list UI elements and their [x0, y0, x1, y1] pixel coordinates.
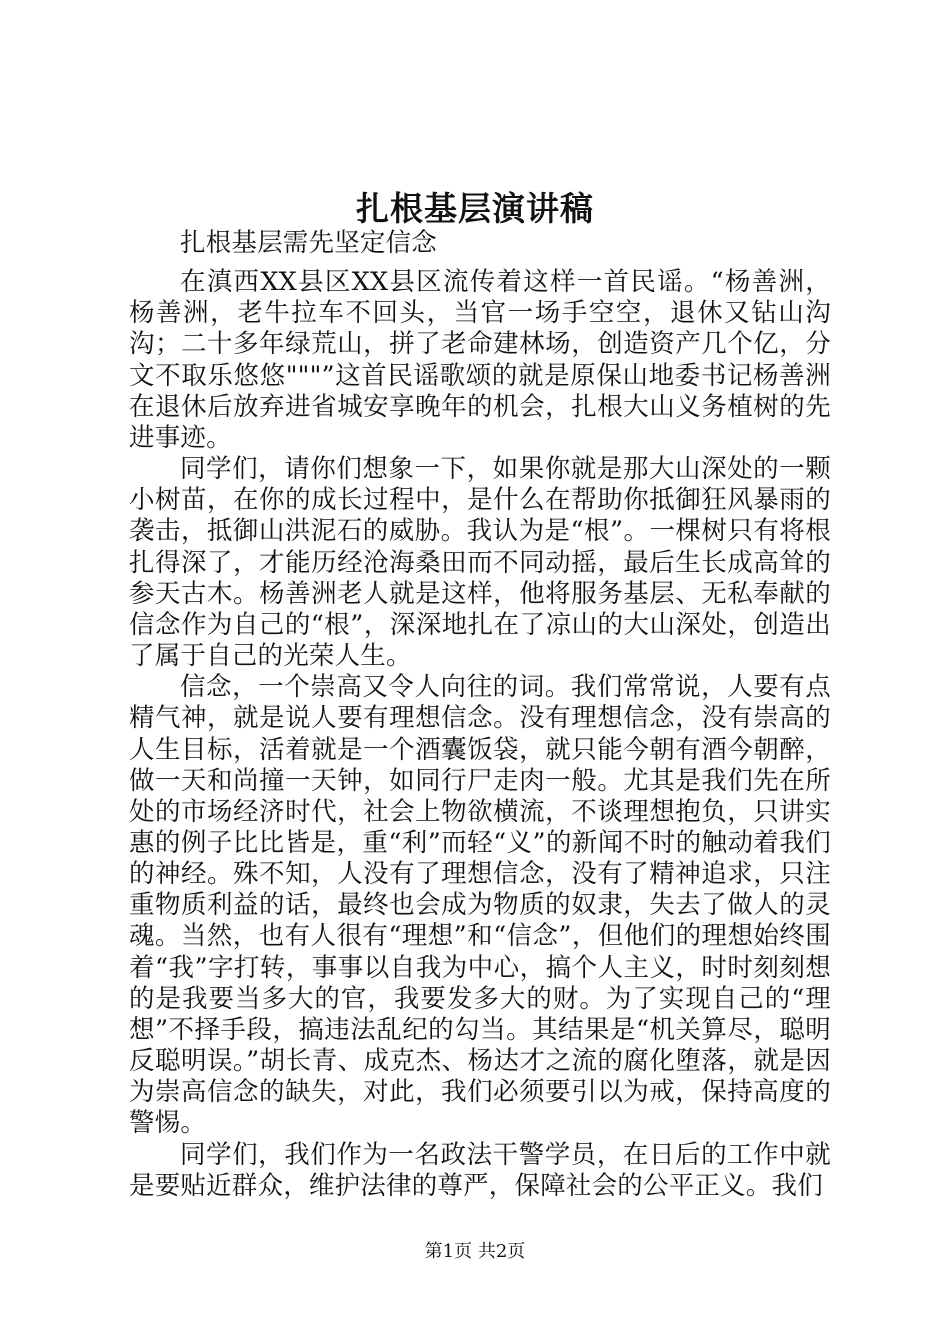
paragraph-2: 同学们，请你们想象一下，如果你就是那大山深处的一颗小树苗，在你的成长过程中，是什么在帮助你抵御狂风暴雨的袭击，抵御山洪泥石的威胁。我认为是“根”。一棵树只有将根扎得深了，才能历经沧海桑田而不同动摇，最后生长成高耸的参天古木。杨善洲老人就是这样，他将服务基层、无私奉献的信念作为自己的“根”，深深地扎在了凉山的大山深处，创造出了属于自己的光荣人生。 [129, 454, 831, 672]
document-subheading: 扎根基层需先坚定信念 [180, 228, 438, 258]
paragraph-3: 信念，一个崇高又令人向往的词。我们常常说，人要有点精气神，就是说人要有理想信念。没有理想信念，没有崇高的人生目标，活着就是一个酒囊饭袋，就只能今朝有酒今朝醉，做一天和尚撞一天钟，如同行尸走肉一般。尤其是我们先在所处的市场经济时代，社会上物欲横流，不谈理想抱负，只讲实惠的例子比比皆是，重“利”而轻“义”的新闻不时的触动着我们的神经。殊不知，人没有了理想信念，没有了精神追求，只注重物质利益的话，最终也会成为物质的奴隶，失去了做人的灵魂。当然，也有人很有“理想”和“信念”，但他们的理想始终围着“我”字打转，事事以自我为中心，搞个人主义，时时刻刻想的是我要当多大的官，我要发多大的财。为了实现自己的“理想”不择手段，搞违法乱纪的勾当。其结果是“机关算尽，聪明反聪明误。”胡长青、成克杰、杨达才之流的腐化堕落，就是因为崇高信念的缺失，对此，我们必须要引以为戒，保持高度的警惕。 [129, 672, 831, 1139]
paragraph-4: 同学们，我们作为一名政法干警学员，在日后的工作中就是要贴近群众，维护法律的尊严，保障社会的公平正义。我们 [129, 1139, 831, 1201]
document-title: 扎根基层演讲稿 [356, 189, 594, 228]
document-body [129, 228, 831, 1202]
paragraph-1: 在滇西XX县区XX县区流传着这样一首民谣。“杨善洲，杨善洲，老牛拉车不回头，当官一场手空空，退休又钻山沟沟；二十多年绿荒山，拼了老命建林场，创造资产几个亿，分文不取乐悠悠"""”这首民谣歌颂的就是原保山地委书记杨善洲在退休后放弃进省城安享晚年的机会，扎根大山义务植树的先进事迹。 [129, 267, 831, 453]
page-footer: 第1页 共2页 [424, 1241, 526, 1262]
